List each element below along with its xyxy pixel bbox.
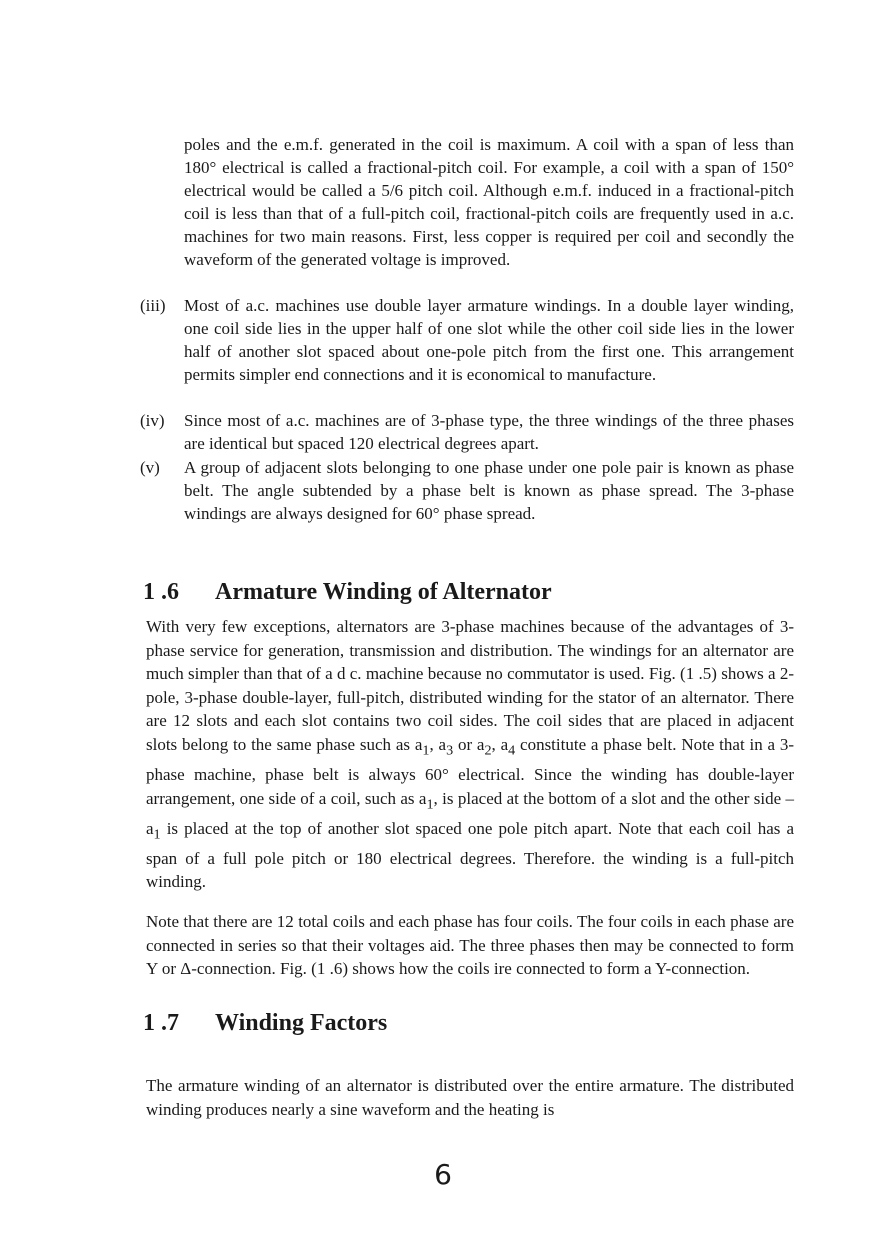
section-heading-1-7 [143, 1010, 387, 1037]
list-item-text: Most of a.c. machines use double layer armature windings. In a double layer winding, one coil side lies in the upper half of one slot while the other coil side lies in the lower half of another slot spaced about one-pole pitch from the first one. This arrangement permits simpler end connections and it is economical to manufacture. [184, 296, 794, 384]
list-item-number: (v) [140, 458, 160, 477]
body-paragraph: With very few exceptions, alternators are 3-phase machines because of the advantages of 3-phase service for generation, transmission and distribution. The windings for an alternator are much simpler than that of a d c. machine because no commutator is used. Fig. (1 .5) shows a 2-pole, 3-phase double-layer, full-pitch, distributed winding for the stator of an alternator. There are 12 slots and each slot contains two coil sides. The coil sides that are placed in adjacent slots belong to the same phase such as $a_1$, $a_3$ or $a_2$, $a_4$ constitute a phase belt. Note that in a 3-phase machine, phase belt is always 60° electrical. Since the winding has double-layer arrangement, one side of a coil, such as $a_1$, is placed at the bottom of a slot and the other side – $a_1$ is placed at the top of another slot spaced one pole pitch apart. Note that each coil has a span of a full pole pitch or 180 electrical degrees. Therefore. the winding is a full-pitch winding. [146, 617, 795, 892]
continuation-paragraph: poles and the e.m.f. generated in the coil is maximum. A coil with a span of less than 180° electrical is called a fractional-pitch coil. For example, a coil with a span of 150° electrical would be called a 5/6 pitch coil. Although e.m.f. induced in a fractional-pitch coil is less than that of a full-pitch coil, fractional-pitch coils are frequently used in a.c. machines for two main reasons. First, less copper is required per coil and secondly the waveform of the generated voltage is improved. [184, 135, 794, 269]
section-title: Armature Winding of Alternator [215, 579, 552, 605]
list-item [140, 294, 794, 386]
list-item-number: (iv) [140, 411, 165, 430]
section-title: Winding Factors [215, 1010, 388, 1036]
body-paragraph: Note that there are 12 total coils and each phase has four coils. The four coils in each phase are connected in series so that their voltages aid. The three phases then may be connected to form Y or Δ-connection. Fig. (1 .6) shows how the coils ire connected to form a Y-connection. [146, 912, 794, 979]
list-item-text: Since most of a.c. machines are of 3-phase type, the three windings of the three phases are identical but spaced 120 electrical degrees apart. [184, 411, 794, 453]
list-item-text: A group of adjacent slots belonging to one phase under one pole pair is known as phase belt. The angle subtended by a phase belt is known as phase spread. The 3-phase windings are always designed for 60° phase spread. [184, 458, 794, 523]
page-number: 6 [434, 1158, 452, 1191]
section-heading-1-6 [143, 579, 552, 606]
section-number: 1 .7 [143, 1010, 179, 1036]
list-item [140, 456, 794, 525]
list-item [140, 409, 794, 455]
section-number: 1 .6 [143, 579, 179, 605]
body-paragraph: The armature winding of an alternator is distributed over the entire armature. The distributed winding produces nearly a sine waveform and the heating is [146, 1076, 794, 1119]
list-item-number: (iii) [140, 296, 166, 315]
